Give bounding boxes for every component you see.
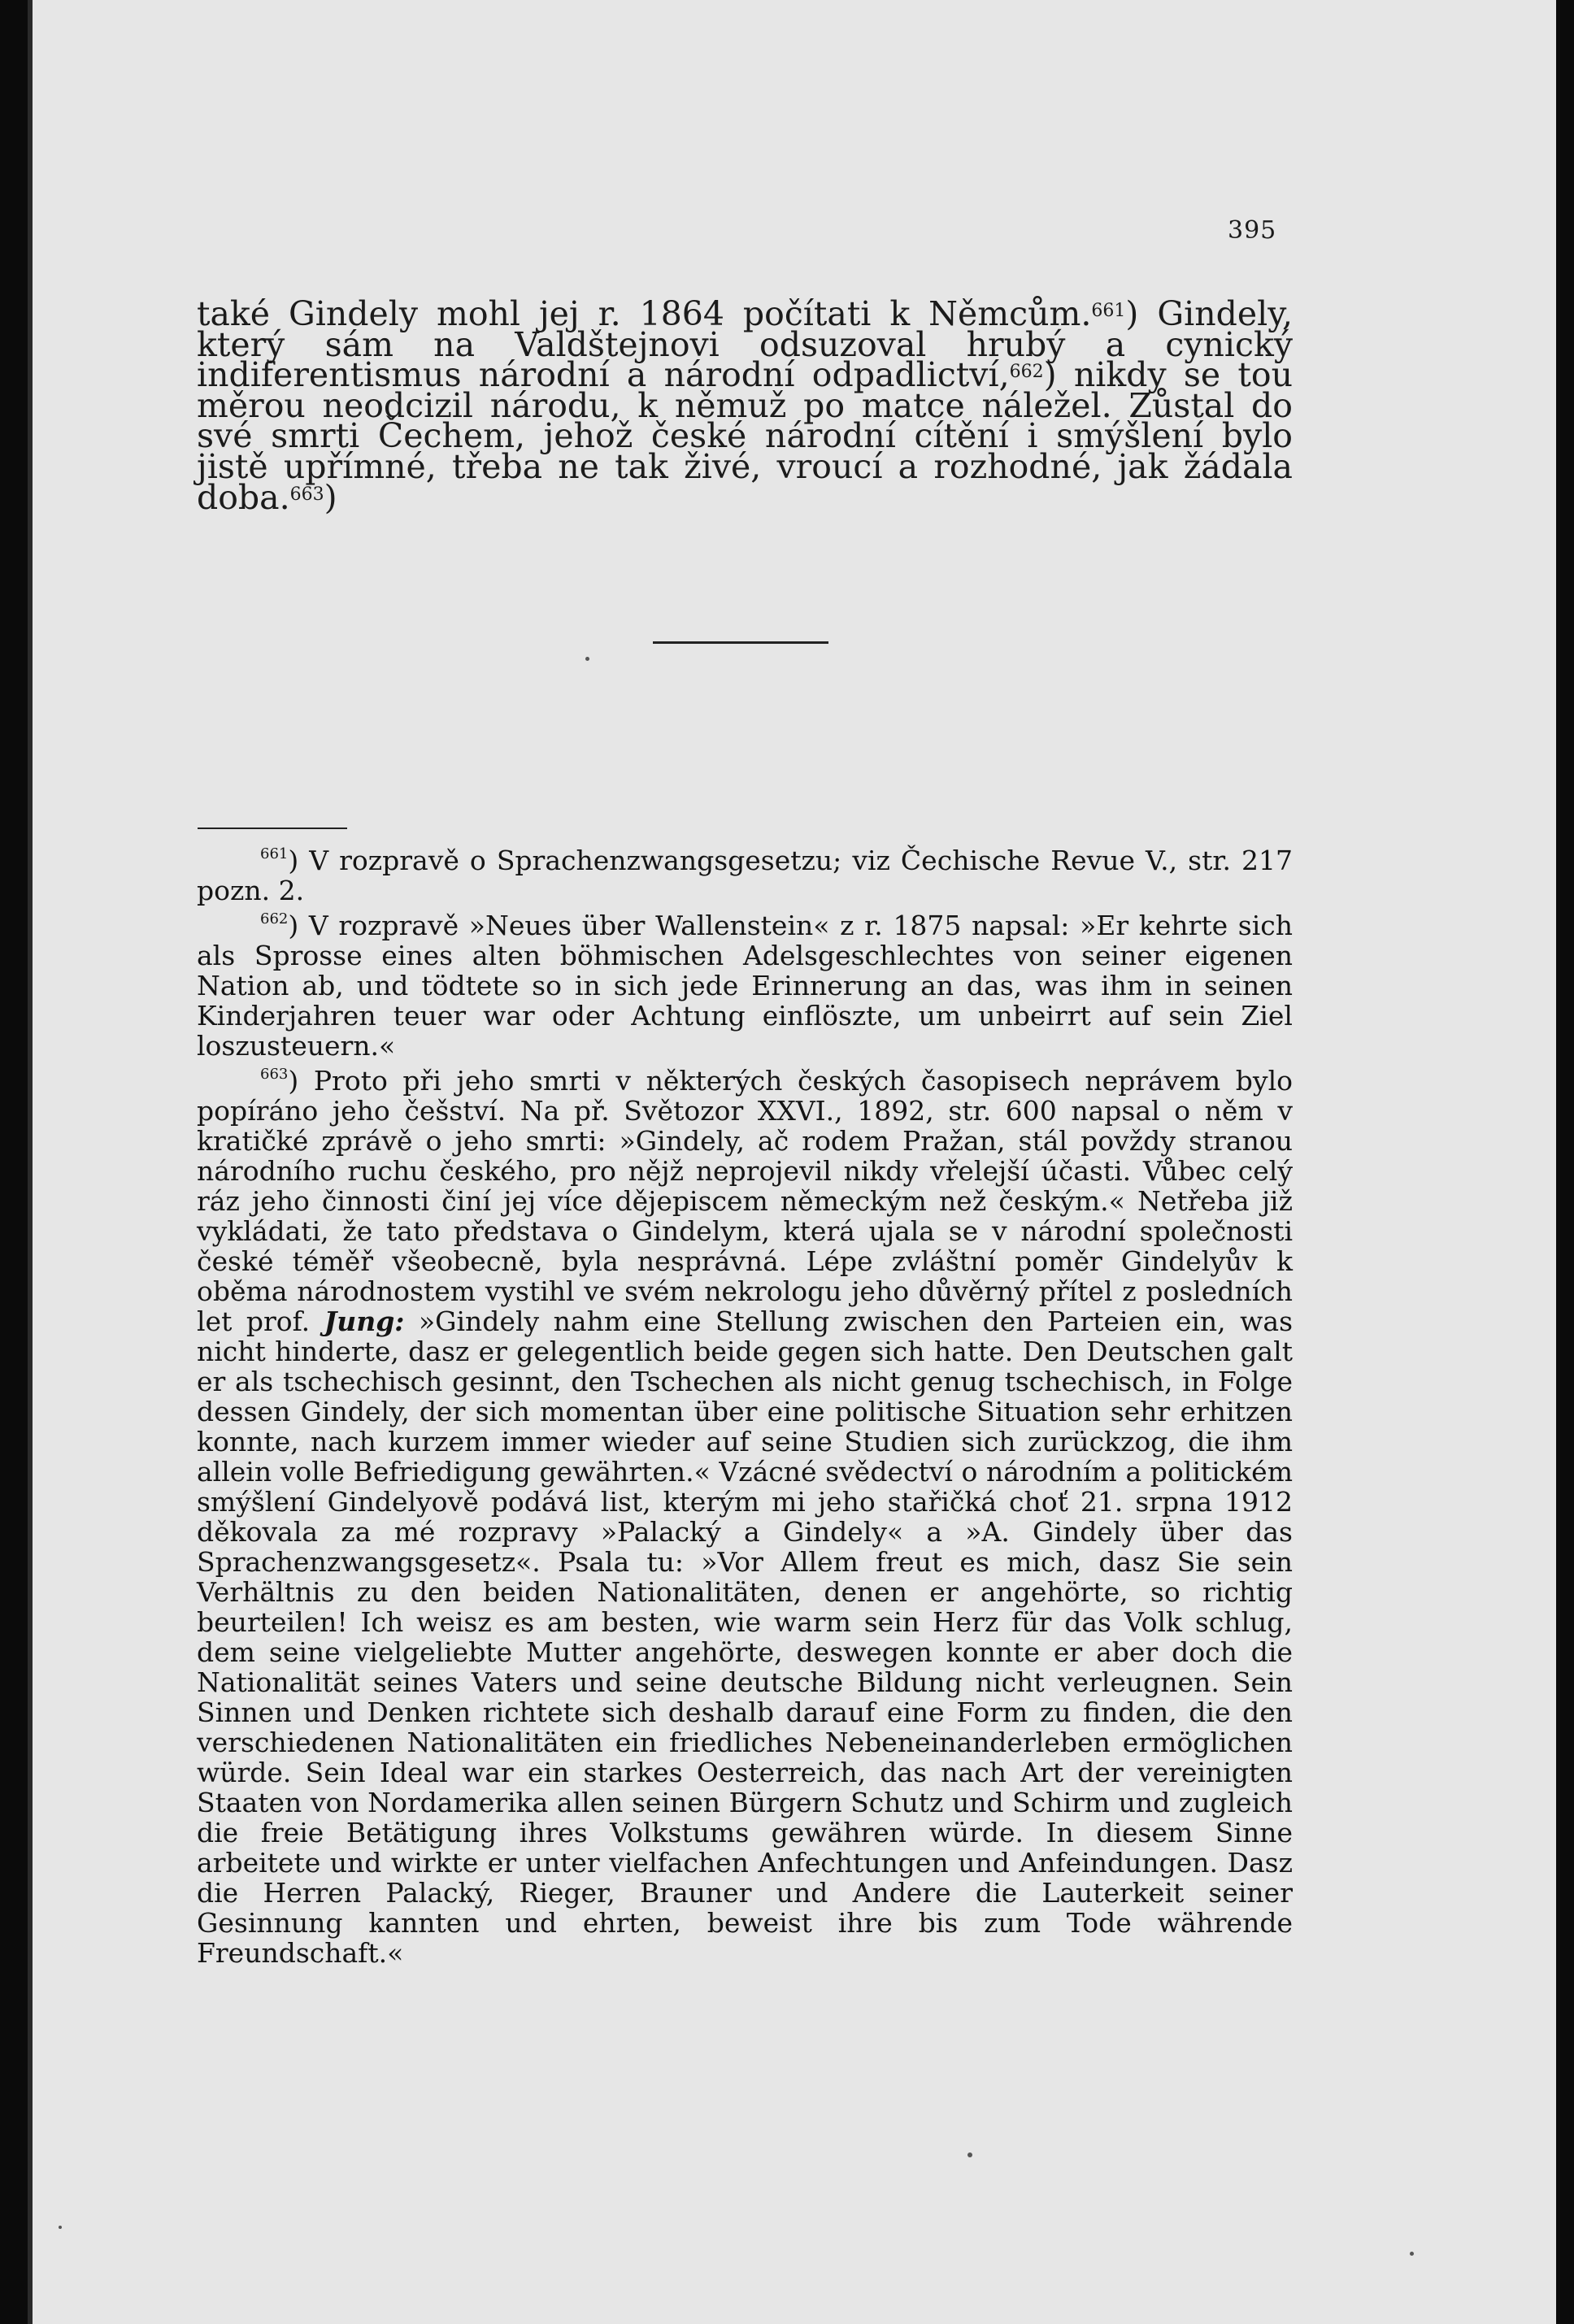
footnote-separator <box>198 828 347 829</box>
main-text-segment: ) nikdy se tou měrou neodcizil národu, k němuž po matce náležel. Zůstal do své smrti Čechem, jehož české národní cítění i smýšlení bylo jistě upřímné, třeba ne tak živé, vroucí a rozhodné, jak žádala doba. <box>197 355 1293 517</box>
page-binding-edge <box>28 0 33 2324</box>
footnote-text: »Gindely nahm eine Stellung zwischen den Parteien ein, was nicht hinderte, dasz er gelegentlich beide gegen sich hatte. Den Deutschen galt er als tschechisch gesinnt, den Tschechen als nicht genug tschechisch, in Folge dessen Gindely, der sich momentan über eine politische Situation sehr erhitzen konnte, nach kurzem immer wieder auf seine Studien sich zurückzog, die ihm allein volle Befriedigung gewährten.« Vzácné svědectví o národním a politickém smýšlení Gindelyově podává list, kterým mi jeho stařičká choť 21. srpna 1912 děkovala za mé rozpravy »Palacký a Gindely« a »A. Gindely über das Sprachenzwangsgesetz«. Psala tu: »Vor Allem freut es mich, dasz Sie sein Verhältnis zu den beiden Nationalitäten, denen er angehörte, so richtig beurteilen! Ich weisz es am besten, wie warm sein Herz für das Volk schlug, dem seine vielgeliebte Mutter angehörte, deswegen konnte er aber doch die Nationalität seines Vaters und seine deutsche Bildung nicht verleugnen. Sein Sinnen und Denken richtete sich deshalb darauf eine Form zu finden, die den verschiedenen Nationalitäten ein friedliches Nebeneinanderleben ermöglichen würde. Sein Ideal war ein starkes Oesterreich, das nach Art der vereinigten Staaten von Nordamerika allen seinen Bürgern Schutz und Schirm und zugleich die freie Betätigung ihres Volkstums gewähren würde. In diesem Sinne arbeitete und wirkte er unter vielfachen Anfechtungen und Anfeindungen. Dasz die Herren Palacký, Rieger, Brauner und Andere die Lauterkeit seiner Gesinnung kannten und ehrten, beweist ihre bis zum Tode währende Freundschaft.« <box>197 1305 1294 1969</box>
footnote-mark: 661 <box>260 845 289 862</box>
section-divider <box>653 641 828 644</box>
footnote-ref-663: 663 <box>289 484 324 505</box>
scan-speck <box>1410 2252 1414 2256</box>
footnote-ref-662: 662 <box>1009 362 1044 383</box>
scan-speck <box>585 657 589 661</box>
footnote-662 <box>197 910 1293 1061</box>
footnote-mark: 662 <box>260 910 289 927</box>
main-text-segment: ) Gindely, který sám na Valdštejnovi odsuzoval hrubý a cynický indiferentismus národní a národní odpadlictví, <box>197 294 1293 395</box>
scan-speck <box>59 2226 62 2229</box>
footnotes-block <box>197 845 1293 1968</box>
footnote-ref-661: 661 <box>1091 301 1126 321</box>
footnote-author: Jung: <box>324 1305 405 1337</box>
scan-speck <box>967 2152 972 2157</box>
page-number: 395 <box>1228 216 1277 245</box>
footnote-text: ) V rozpravě »Neues über Wallenstein« z r. 1875 napsal: »Er kehrte sich als Sprosse eines alten böhmischen Adelsgeschlechtes von seiner eigenen Nation ab, und tödtete so in sich jede Erinnerung an das, was ihm in seinen Kinderjahren teuer war oder Achtung einflöszte, um unbeirrt auf sein Ziel loszusteuern.« <box>197 910 1293 1062</box>
main-text-segment: ) <box>324 477 337 517</box>
footnote-mark: 663 <box>260 1066 289 1083</box>
main-text-segment: také Gindely mohl jej r. 1864 počítati k Němcům. <box>197 294 1092 333</box>
footnote-661 <box>197 845 1293 906</box>
footnote-663 <box>197 1066 1293 1968</box>
main-paragraph <box>197 294 1293 517</box>
footnote-text: ) V rozpravě o Sprachenzwangsgesetzu; viz Čechische Revue V., str. 217 pozn. 2. <box>197 845 1293 906</box>
footnote-text: ) Proto při jeho smrti v některých českých časopisech neprávem bylo popíráno jeho češství. Na př. Světozor XXVI., 1892, str. 600 napsal o něm v kratičké zprávě o jeho smrti: »Gindely, ač rodem Pražan, stál povždy stranou národního ruchu českého, pro nějž neprojevil nikdy vřelejší účasti. Vůbec celý ráz jeho činnosti činí jej více dějepiscem německým než českým.« Netřeba již vykládati, že tato představa o Gindelym, která ujala se v národní společnosti české téměř všeobecně, byla nesprávná. Lépe zvláštní poměr Gindelyův k oběma národnostem vystihl ve svém nekrologu jeho důvěrný přítel z posledních let prof. <box>197 1065 1293 1337</box>
